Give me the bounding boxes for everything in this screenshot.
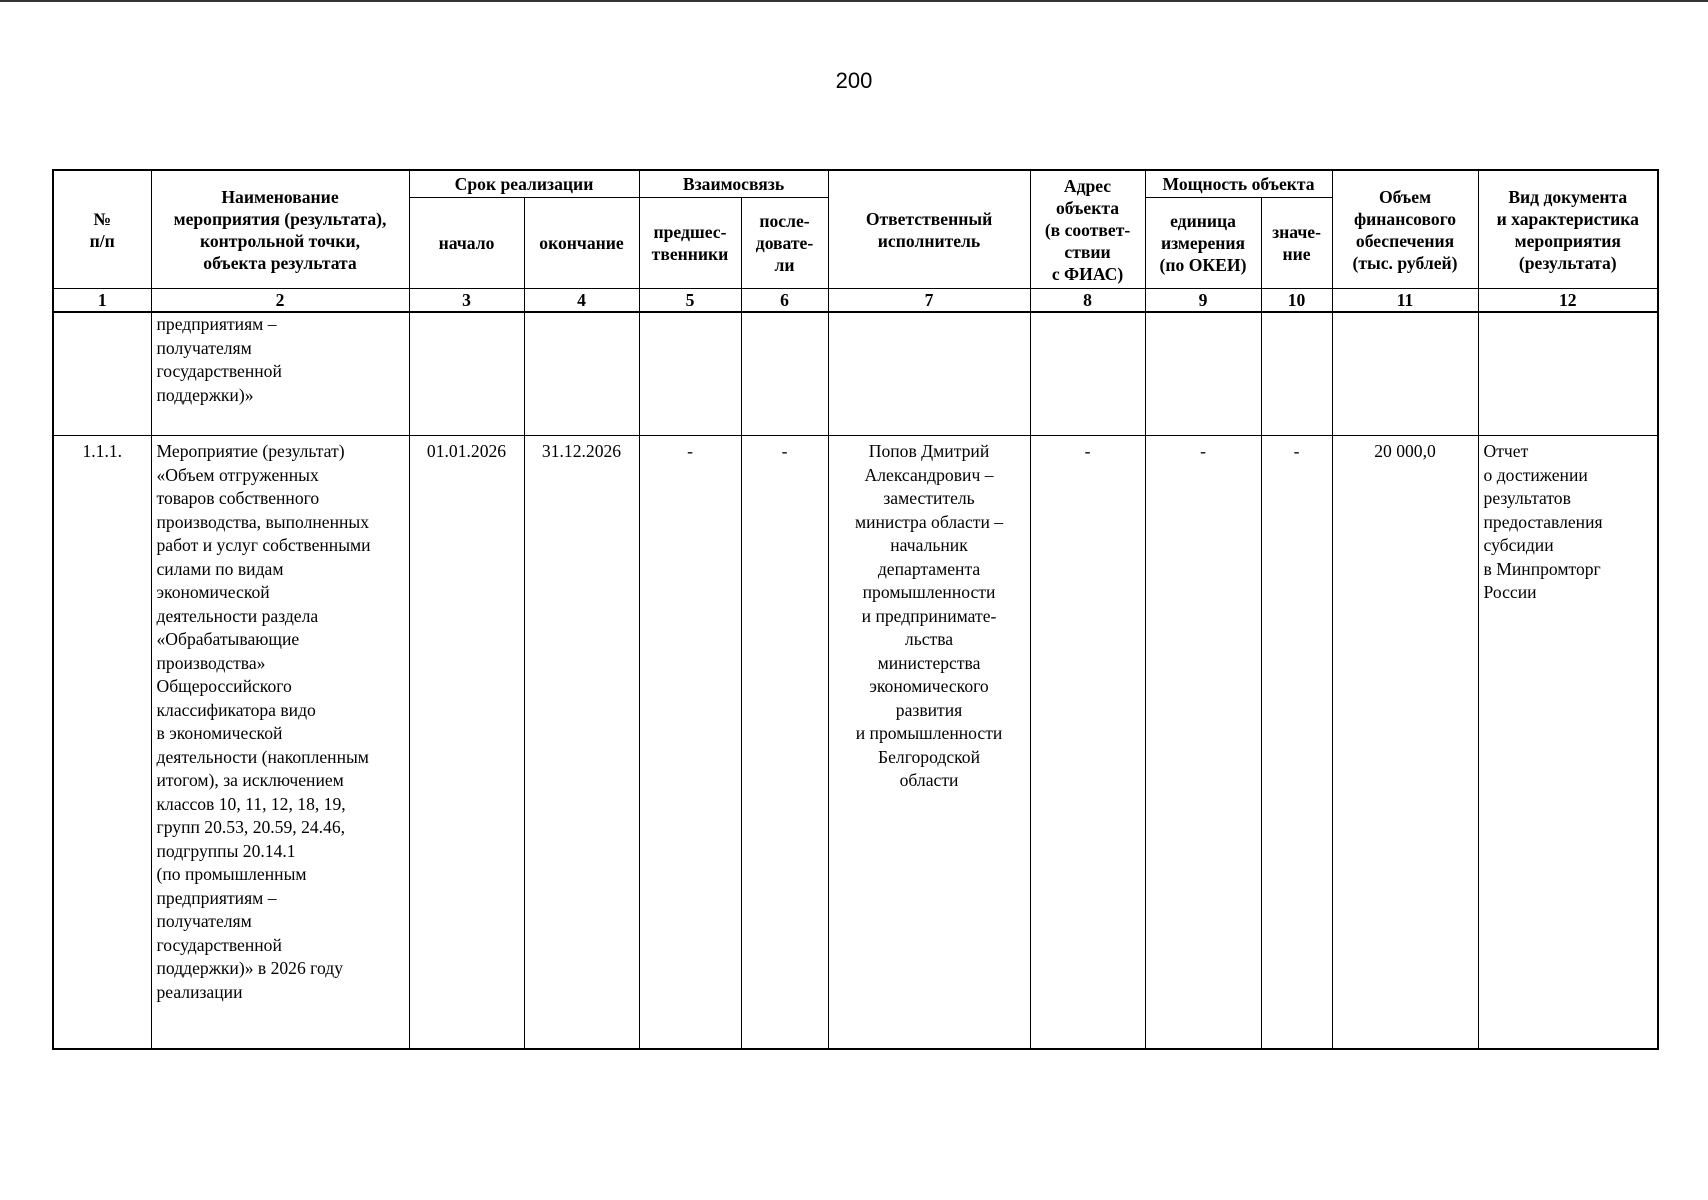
cell-start: 01.01.2026: [409, 436, 524, 1050]
header-name: Наименование мероприятия (результата), контрольной точки, объекта результата: [151, 170, 409, 289]
cell-num: [53, 312, 151, 436]
cell-document: Отчет о достижении результатов предоставления субсидии в Минпромторг России: [1478, 436, 1658, 1050]
cell-name: Мероприятие (результат) «Объем отгруженных товаров собственного производства, выполненных работ и услуг собственными силами по видам экономической деятельности раздела «Обрабатывающие производства» Общероссийского классификатора видо в экономической деятельности (накопленным итогом), за исключением классов 10, 11, 12, 18, 19, групп 20.53, 20.59, 24.46, подгруппы 20.14.1 (по промышленным предприятиям – получателям государственной поддержки)» в 2026 году реализации: [151, 436, 409, 1050]
cell-address: -: [1030, 436, 1145, 1050]
column-number: 9: [1145, 289, 1261, 313]
table-row-continuation: [53, 312, 1658, 436]
header-address: Адрес объекта (в соответ- ствии с ФИАС): [1030, 170, 1145, 289]
cell-predecessors: -: [639, 436, 741, 1050]
column-number: 6: [741, 289, 828, 313]
header-period: Срок реализации: [409, 170, 639, 198]
header-row-1: [53, 170, 1658, 198]
cell-predecessors: [639, 312, 741, 436]
column-number: 11: [1332, 289, 1478, 313]
header-value: значе- ние: [1261, 198, 1332, 289]
header-capacity: Мощность объекта: [1145, 170, 1332, 198]
cell-address: [1030, 312, 1145, 436]
header-num: № п/п: [53, 170, 151, 289]
activities-table: [52, 169, 1659, 1050]
header-relation: Взаимосвязь: [639, 170, 828, 198]
cell-name: предприятиям – получателям государственной поддержки)»: [151, 312, 409, 436]
cell-executor: Попов Дмитрий Александрович – заместитель министра области – начальник департамента промышленности и предпринимате- льства министерства экономического развития и промышленности Белгородской области: [828, 436, 1030, 1050]
cell-document: [1478, 312, 1658, 436]
column-number: 2: [151, 289, 409, 313]
header-unit: единица измерения (по ОКЕИ): [1145, 198, 1261, 289]
column-number: 3: [409, 289, 524, 313]
top-rule: [0, 0, 1708, 2]
column-number: 12: [1478, 289, 1658, 313]
page-number: 200: [835, 68, 873, 93]
cell-unit: [1145, 312, 1261, 436]
header-start: начало: [409, 198, 524, 289]
cell-funding: 20 000,0: [1332, 436, 1478, 1050]
column-number: 1: [53, 289, 151, 313]
cell-value: [1261, 312, 1332, 436]
cell-funding: [1332, 312, 1478, 436]
column-number: 4: [524, 289, 639, 313]
column-number: 8: [1030, 289, 1145, 313]
header-funding: Объем финансового обеспечения (тыс. рублей): [1332, 170, 1478, 289]
cell-unit: -: [1145, 436, 1261, 1050]
column-number: 5: [639, 289, 741, 313]
header-successors: после- довате- ли: [741, 198, 828, 289]
header-predecessors: предшес- твенники: [639, 198, 741, 289]
column-number: 10: [1261, 289, 1332, 313]
header-end: окончание: [524, 198, 639, 289]
table-row-1-1-1: [53, 436, 1658, 1050]
cell-successors: [741, 312, 828, 436]
column-number: 7: [828, 289, 1030, 313]
cell-start: [409, 312, 524, 436]
cell-num: 1.1.1.: [53, 436, 151, 1050]
header-document: Вид документа и характеристика мероприятия (результата): [1478, 170, 1658, 289]
cell-executor: [828, 312, 1030, 436]
cell-successors: -: [741, 436, 828, 1050]
header-executor: Ответственный исполнитель: [828, 170, 1030, 289]
cell-value: -: [1261, 436, 1332, 1050]
column-numbers-row: [53, 289, 1658, 313]
cell-end: 31.12.2026: [524, 436, 639, 1050]
cell-end: [524, 312, 639, 436]
